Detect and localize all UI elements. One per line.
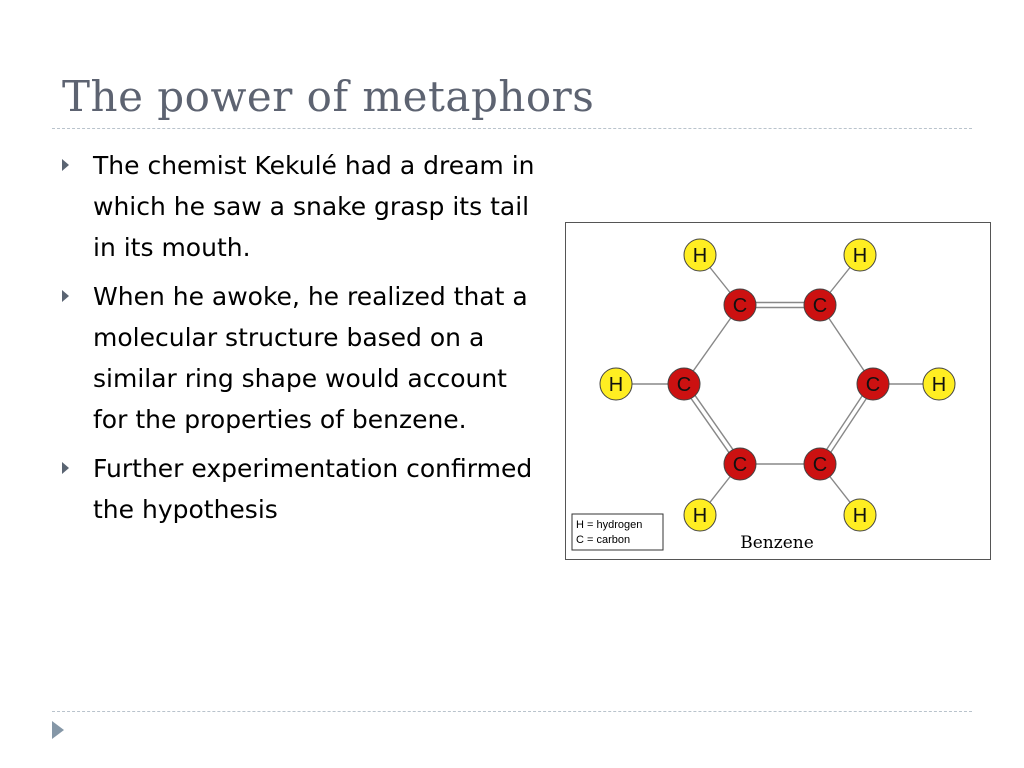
hydrogen-atom [923,368,955,400]
svg-text:C: C [865,374,881,396]
slide-title: The power of metaphors [62,72,595,121]
carbon-atom [724,289,756,321]
svg-text:C: C [732,295,748,317]
svg-text:H: H [692,245,708,267]
bullet-text: The chemist Kekulé had a dream in which he saw a snake grasp its tail in its mouth. [93,151,535,262]
hydrogen-atom [600,368,632,400]
bullet-arrow-icon [62,159,69,171]
carbon-atom [804,289,836,321]
title-divider [52,128,972,129]
svg-text:C: C [812,454,828,476]
benzene-figure [565,222,991,560]
hydrogen-atom [844,499,876,531]
carbon-atom [668,368,700,400]
legend-hydrogen: H = hydrogen [576,519,643,531]
hydrogen-atom [684,499,716,531]
svg-text:H: H [608,374,624,396]
svg-text:C: C [676,374,692,396]
bullet-item [62,145,542,268]
hydrogen-atom [844,239,876,271]
corner-arrow-icon [52,721,64,739]
footer-divider [52,711,972,712]
carbon-atom [724,448,756,480]
bullet-text: Further experimentation confirmed the hypothesis [93,454,533,524]
legend-carbon: C = carbon [576,534,631,546]
svg-text:C: C [812,295,828,317]
svg-text:C: C [732,454,748,476]
bullet-list [62,145,542,538]
bullet-item [62,276,542,440]
bullet-text: When he awoke, he realized that a molecular structure based on a similar ring shape would account for the properties of benzene. [93,282,528,434]
carbon-atom [804,448,836,480]
svg-text:H: H [852,505,868,527]
benzene-diagram [566,223,990,559]
legend-box [572,514,663,550]
bullet-arrow-icon [62,462,69,474]
bullet-item [62,448,542,530]
hydrogen-atom [684,239,716,271]
figure-caption: Benzene [740,533,814,553]
bullet-arrow-icon [62,290,69,302]
svg-text:H: H [852,245,868,267]
svg-text:H: H [931,374,947,396]
carbon-atom [857,368,889,400]
svg-text:H: H [692,505,708,527]
